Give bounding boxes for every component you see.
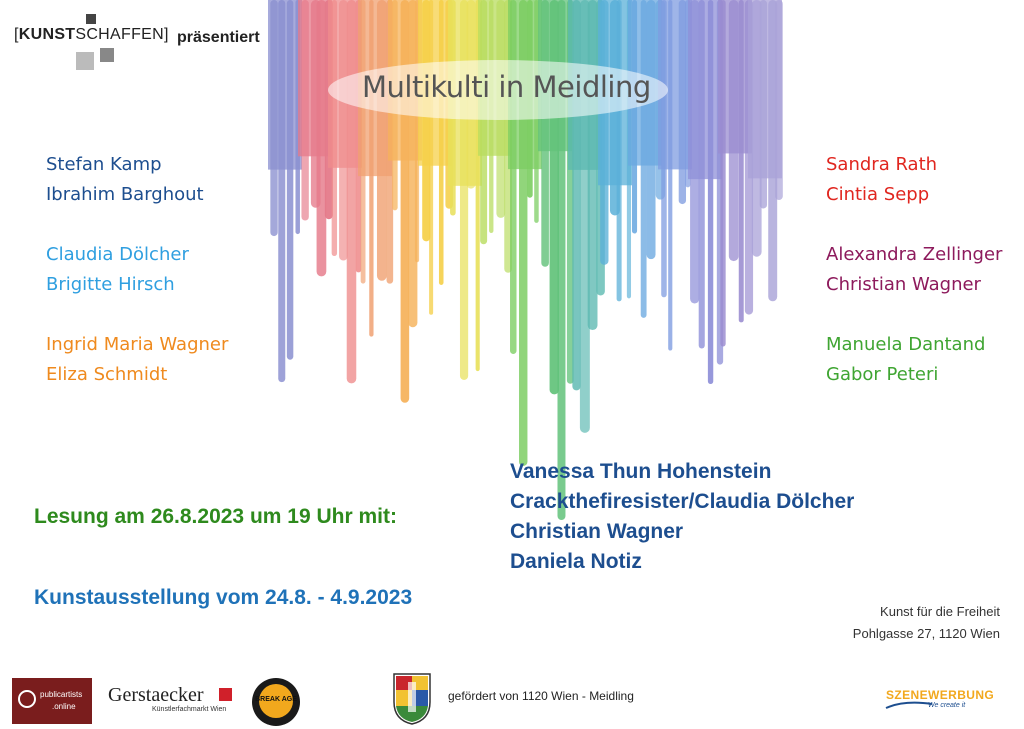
artist-name: Manuela Dantand — [826, 334, 986, 355]
paint-drip — [439, 0, 444, 285]
paint-drip — [317, 0, 327, 276]
artist-name: Christian Wagner — [826, 274, 981, 295]
paint-drip — [480, 0, 487, 244]
paint-drip — [708, 0, 713, 384]
artist-list-left — [46, 150, 266, 390]
paint-drip — [301, 0, 308, 221]
paint-drip — [541, 0, 549, 267]
paint-drip — [739, 0, 744, 322]
paint-drip — [339, 0, 348, 261]
reading-label: Lesung am 26.8.2023 um 19 Uhr mit: — [34, 505, 397, 528]
exhibition-dates: Kunstausstellung vom 24.8. - 4.9.2023 — [34, 586, 413, 609]
artist-list-right — [826, 150, 1016, 390]
paint-drip — [347, 0, 357, 383]
artist-name: Cintia Sepp — [826, 184, 930, 205]
szenewerbung-logo: SZENEWERBUNG — [886, 688, 995, 702]
paint-drip — [278, 0, 285, 382]
paint-drip — [632, 0, 637, 234]
szenewerbung-tagline: We create it — [928, 702, 966, 709]
exhibition-title: Multikulti in Meidling — [362, 70, 651, 104]
paint-drip — [270, 0, 277, 236]
paint-drip — [617, 0, 622, 301]
paint-drip — [588, 0, 598, 330]
publicartists-logo — [12, 678, 92, 724]
funding-note: gefördert von 1120 Wien - Meidling — [448, 689, 634, 703]
reader-list — [510, 457, 930, 577]
venue-address: Pohlgasse 27, 1120 Wien — [852, 626, 1000, 641]
logo-bracket-close: ] — [164, 26, 169, 43]
paint-drip — [572, 0, 580, 390]
publicartists-icon — [18, 690, 36, 708]
artist-name: Ibrahim Barghout — [46, 184, 204, 205]
artist-name: Claudia Dölcher — [46, 244, 189, 265]
paint-drip — [641, 0, 647, 318]
paint-drip — [699, 0, 705, 348]
artist-name: Stefan Kamp — [46, 154, 162, 175]
paint-drip — [369, 0, 373, 337]
logo-schaffen: SCHAFFEN — [75, 26, 164, 43]
logo-square-top — [86, 14, 96, 24]
artist-name: Brigitte Hirsch — [46, 274, 175, 295]
kunstschaffen-logo — [14, 26, 169, 44]
logo-kunst: KUNST — [18, 26, 76, 43]
paint-drip — [287, 0, 293, 360]
artist-name: Ingrid Maria Wagner — [46, 334, 229, 355]
reader-name: Vanessa Thun Hohenstein — [510, 460, 772, 483]
paint-drip — [377, 0, 387, 281]
logo-bracket-open: [ — [14, 26, 19, 43]
paint-drip — [679, 0, 686, 204]
paint-drip — [729, 0, 739, 261]
publicartists-domain: .online — [52, 702, 76, 711]
logo-square-bottom — [76, 52, 94, 70]
gerstaecker-subtitle: Künstlerfachmarkt Wien — [152, 706, 227, 713]
publicartists-name: publicartists — [40, 690, 83, 699]
break-age-text: BREAK AGE — [255, 696, 297, 703]
paint-drip — [361, 0, 366, 284]
venue-name: Kunst für die Freiheit — [880, 604, 1000, 619]
paint-drip — [510, 0, 516, 354]
presents-label: präsentiert — [177, 29, 260, 46]
reader-name: Daniela Notiz — [510, 550, 642, 573]
meidling-coat-of-arms-icon — [392, 672, 432, 726]
reader-name: Christian Wagner — [510, 520, 684, 543]
paint-drip — [332, 0, 337, 256]
szenewerbung-swoosh-icon — [884, 698, 934, 712]
artist-name: Sandra Rath — [826, 154, 938, 175]
artist-name: Gabor Peteri — [826, 364, 939, 385]
paint-drip — [647, 0, 656, 259]
reader-name: Crackthefiresister/Claudia Dölcher — [510, 490, 855, 513]
paint-drip — [661, 0, 667, 297]
paint-drip — [690, 0, 699, 303]
paint-drip — [401, 0, 410, 403]
paint-drip — [720, 0, 725, 347]
logo-square-mid — [100, 48, 114, 62]
paint-drip — [760, 0, 767, 208]
paint-drip — [775, 0, 783, 200]
break-age-logo — [252, 678, 300, 726]
paint-drip — [600, 0, 608, 265]
gerstaecker-name: Gerstaecker — [108, 684, 204, 706]
artist-name: Alexandra Zellinger — [826, 244, 1003, 265]
paint-drip — [668, 0, 672, 351]
gerstaecker-mark-icon — [219, 688, 232, 701]
paint-drip — [429, 0, 433, 315]
artist-name: Eliza Schmidt — [46, 364, 168, 385]
